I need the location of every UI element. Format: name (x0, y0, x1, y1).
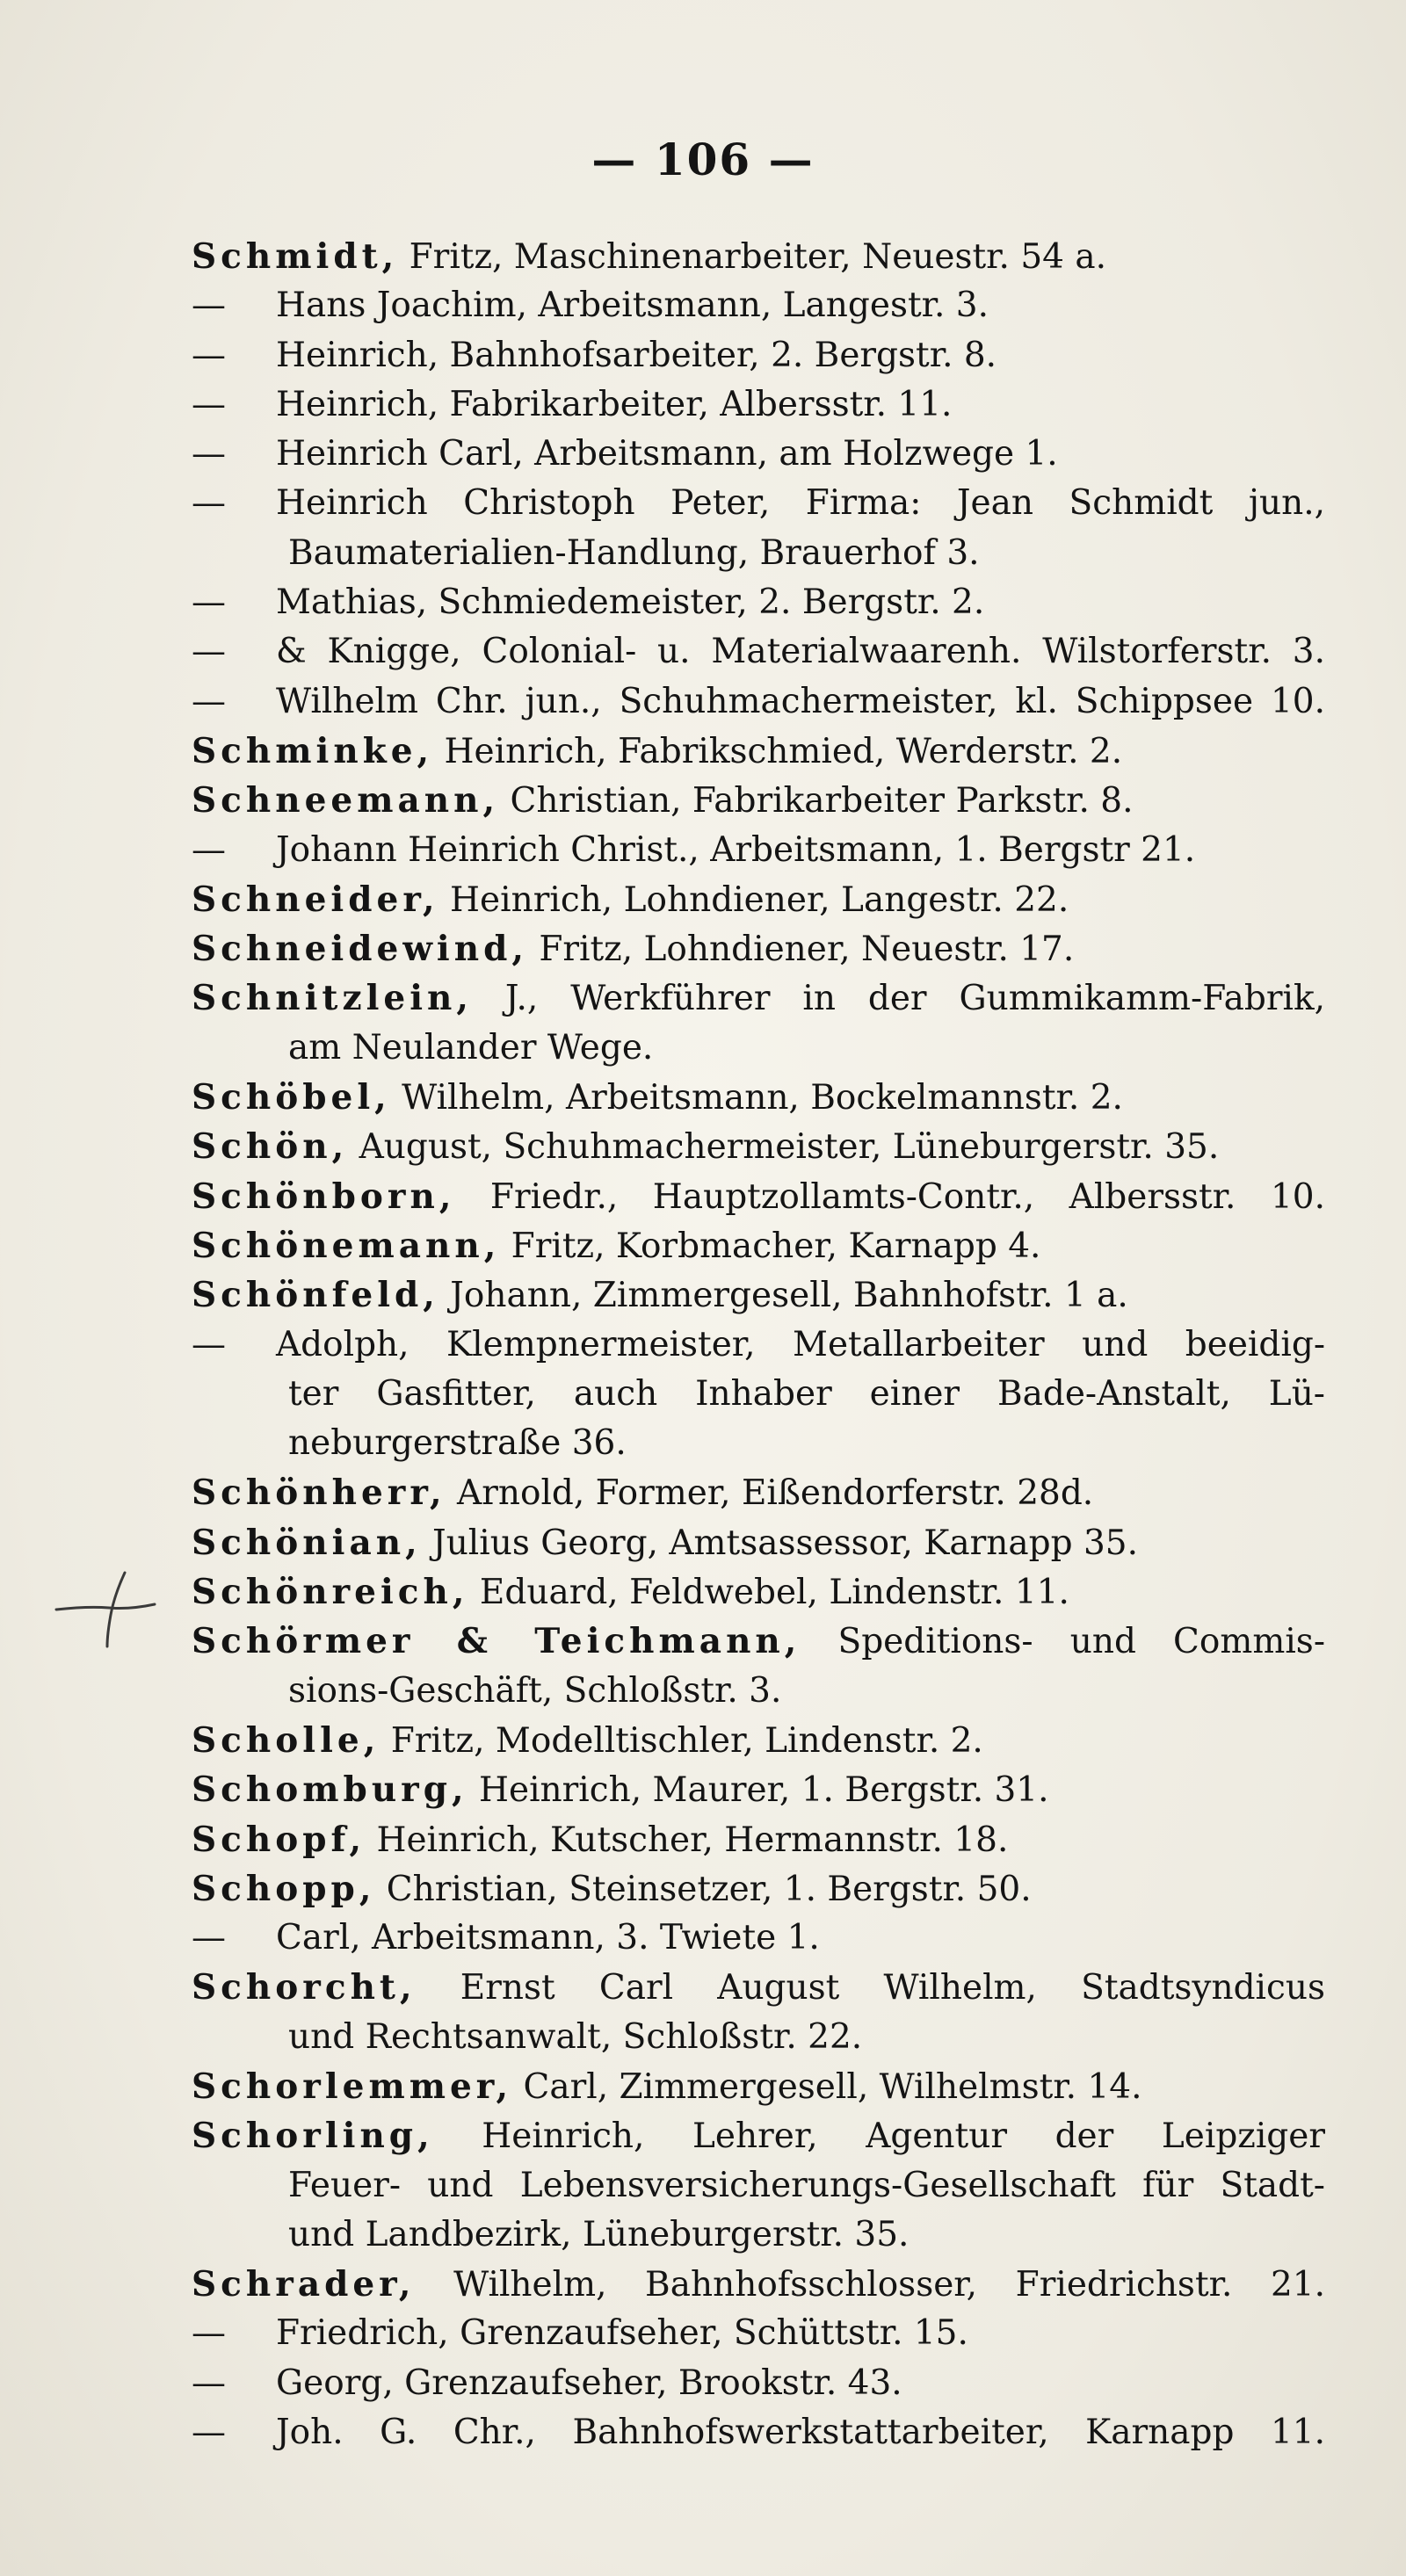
entry-details: Heinrich, Lohndiener, Langestr. 22. (438, 879, 1069, 920)
entry-details: Heinrich Carl, Arbeitsmann, am Holzwege 1. (276, 434, 1058, 474)
entry-line (192, 1468, 1325, 1517)
entry-line (192, 1567, 1325, 1617)
ditto-dash: — (192, 483, 226, 524)
entry-line (192, 2062, 1325, 2111)
entry-line-continued-name (192, 331, 1325, 380)
entry-line (192, 875, 1325, 924)
entry-details: Fritz, Maschinenarbeiter, Neuestr. 54 a. (398, 237, 1106, 277)
entry-line (192, 2260, 1325, 2309)
entry-details: Arnold, Former, Eißendorferstr. 28d. (446, 1473, 1094, 1514)
surname: Schneider, (192, 879, 439, 920)
ditto-dash: — (192, 1324, 226, 1364)
entry-details: Fritz, Lohndiener, Neuestr. 17. (527, 930, 1075, 970)
surname: Schörmer & Teichmann, (192, 1621, 801, 1662)
entry-details: Heinrich, Fabrikarbeiter, Albersstr. 11. (276, 384, 953, 424)
surname: Schönemann, (192, 1225, 501, 1266)
entry-line (192, 232, 1325, 281)
surname: Schopf, (192, 1819, 366, 1860)
entry-line (192, 1122, 1325, 1171)
ditto-dash: — (192, 286, 226, 326)
entry-continuation-line: neburgerstraße 36. (288, 1423, 627, 1464)
ditto-dash: — (192, 632, 226, 672)
entry-details: Heinrich, Maurer, 1. Bergstr. 31. (467, 1770, 1049, 1811)
entry-details: Heinrich Christoph Peter, Firma: Jean Schmidt jun., (276, 483, 1325, 524)
entry-line (192, 1716, 1325, 1765)
entry-line (192, 776, 1325, 825)
entry-line-continued-name (192, 1321, 1325, 1370)
entry-details: Mathias, Schmiedemeister, 2. Bergstr. 2. (276, 582, 985, 623)
surname: Schminke, (192, 730, 434, 771)
ditto-dash: — (192, 335, 226, 375)
entry-details: Ernst Carl August Wilhelm, Stadtsyndicus (416, 1968, 1325, 2008)
surname: Schönian, (192, 1522, 422, 1563)
entry-details: Heinrich, Fabrikschmied, Werderstr. 2. (433, 731, 1123, 771)
surname: Schön, (192, 1126, 349, 1168)
surname: Schönherr, (192, 1473, 446, 1514)
entry-details: Heinrich, Lehrer, Agentur der Leipziger (433, 2117, 1325, 2157)
surname: Schomburg, (192, 1769, 468, 1811)
surname: Schorlemmer, (192, 2066, 513, 2107)
ditto-dash: — (192, 681, 226, 721)
entry-line (192, 973, 1325, 1023)
entry-line (192, 727, 1325, 776)
entry-line-continued-name (192, 826, 1325, 875)
surname: Schöbel, (192, 1077, 391, 1118)
entry-details: Johann Heinrich Christ., Arbeitsmann, 1. Bergstr 21. (276, 829, 1196, 870)
surname: Schneidewind, (192, 929, 528, 970)
entry-line (192, 1815, 1325, 1864)
entry-details: Georg, Grenzaufseher, Brookstr. 43. (276, 2363, 902, 2403)
entry-details: Hans Joachim, Arbeitsmann, Langestr. 3. (276, 286, 989, 326)
entry-line-continued-name (192, 677, 1325, 727)
entry-line (192, 1270, 1325, 1320)
entry-details: Heinrich, Bahnhofsarbeiter, 2. Bergstr. 8. (276, 335, 997, 375)
entry-line (192, 1221, 1325, 1270)
entry-details: Wilhelm, Arbeitsmann, Bockelmannstr. 2. (390, 1078, 1123, 1118)
entry-details: Carl, Arbeitsmann, 3. Twiete 1. (276, 1918, 820, 1958)
entry-line (192, 1518, 1325, 1567)
entry-details: Fritz, Modelltischler, Lindenstr. 2. (380, 1720, 983, 1761)
entry-line (192, 1172, 1325, 1221)
surname: Schopp, (192, 1868, 376, 1909)
entry-details: Heinrich, Kutscher, Hermannstr. 18. (366, 1820, 1009, 1860)
entry-details: Adolph, Klempnermeister, Metallarbeiter und beeidig- (276, 1324, 1325, 1364)
entry-continuation-line: ter Gasfitter, auch Inhaber einer Bade-Anstalt, Lü- (288, 1373, 1325, 1414)
entry-details: Christian, Steinsetzer, 1. Bergstr. 50. (375, 1869, 1032, 1909)
entry-line (192, 2111, 1325, 2160)
entry-line (192, 1617, 1325, 1666)
entry-details: Fritz, Korbmacher, Karnapp 4. (500, 1226, 1041, 1266)
surname: Schönreich, (192, 1572, 469, 1613)
entry-line-continued-name (192, 380, 1325, 430)
entry-details: Johann, Zimmergesell, Bahnhofstr. 1 a. (438, 1276, 1128, 1316)
entry-line (192, 1073, 1325, 1122)
ditto-dash: — (192, 2413, 226, 2453)
entry-details: Wilhelm, Bahnhofsschlosser, Friedrichstr. 21. (415, 2265, 1325, 2305)
ditto-dash: — (192, 1918, 226, 1958)
surname: Schönborn, (192, 1176, 456, 1217)
entry-continuation-line: sions-Geschäft, Schloßstr. 3. (288, 1670, 782, 1711)
entry-details: Christian, Fabrikarbeiter Parkstr. 8. (499, 781, 1134, 821)
entry-details: & Knigge, Colonial- u. Materialwaarenh. Wilstorferstr. 3. (276, 632, 1325, 672)
entry-continuation-line: Feuer- und Lebensversicherungs-Gesellschaft für Stadt- (288, 2165, 1325, 2205)
entry-details: Eduard, Feldwebel, Lindenstr. 11. (468, 1573, 1069, 1613)
directory-entries (192, 232, 1325, 2457)
entry-details: August, Schuhmachermeister, Lüneburgerstr. 35. (348, 1127, 1220, 1168)
entry-line-continued-name (192, 430, 1325, 479)
entry-line (192, 1864, 1325, 1914)
surname: Schönfeld, (192, 1275, 439, 1316)
surname: Schnitzlein, (192, 978, 473, 1019)
page-number: — 106 — (591, 134, 815, 185)
entry-line-continued-name (192, 627, 1325, 677)
entry-continuation-line: am Neulander Wege. (288, 1027, 654, 1067)
surname: Schorling, (192, 2116, 434, 2157)
ditto-dash: — (192, 384, 226, 424)
entry-line (192, 924, 1325, 973)
entry-line (192, 1765, 1325, 1814)
entry-continuation-line: und Landbezirk, Lüneburgerstr. 35. (288, 2214, 910, 2254)
surname: Scholle, (192, 1719, 380, 1761)
entry-details: Wilhelm Chr. jun., Schuhmachermeister, kl. Schippsee 10. (276, 681, 1325, 721)
entry-line-continued-name (192, 2408, 1325, 2457)
entry-line-continued-name (192, 2309, 1325, 2358)
entry-details: J., Werkführer in der Gummikamm-Fabrik, (472, 979, 1325, 1019)
entry-line-continued-name (192, 479, 1325, 528)
surname: Schrader, (192, 2264, 416, 2305)
surname: Schneemann, (192, 780, 500, 821)
entry-line-continued-name (192, 281, 1325, 330)
entry-details: Carl, Zimmergesell, Wilhelmstr. 14. (512, 2066, 1142, 2107)
ditto-dash: — (192, 829, 226, 870)
entry-continuation-line: Baumaterialien-Handlung, Brauerhof 3. (288, 532, 980, 573)
entry-line-continued-name (192, 2359, 1325, 2408)
surname: Schorcht, (192, 1967, 417, 2008)
entry-details: Friedrich, Grenzaufseher, Schüttstr. 15. (276, 2313, 968, 2354)
ditto-dash: — (192, 582, 226, 623)
entry-details: Julius Georg, Amtsassessor, Karnapp 35. (421, 1523, 1138, 1563)
entry-continuation-line: und Rechtsanwalt, Schloßstr. 22. (288, 2016, 863, 2057)
entry-line-continued-name (192, 1914, 1325, 1963)
entry-details: Friedr., Hauptzollamts-Contr., Albersstr. 10. (455, 1176, 1325, 1217)
ditto-dash: — (192, 2313, 226, 2354)
surname: Schmidt, (192, 236, 399, 277)
entry-details: Speditions- und Commis- (801, 1622, 1325, 1662)
entry-line (192, 1963, 1325, 2012)
ditto-dash: — (192, 434, 226, 474)
entry-line-continued-name (192, 578, 1325, 627)
ditto-dash: — (192, 2363, 226, 2403)
handwritten-plus-mark (53, 1569, 158, 1648)
entry-details: Joh. G. Chr., Bahnhofswerkstattarbeiter, Karnapp 11. (276, 2413, 1325, 2453)
